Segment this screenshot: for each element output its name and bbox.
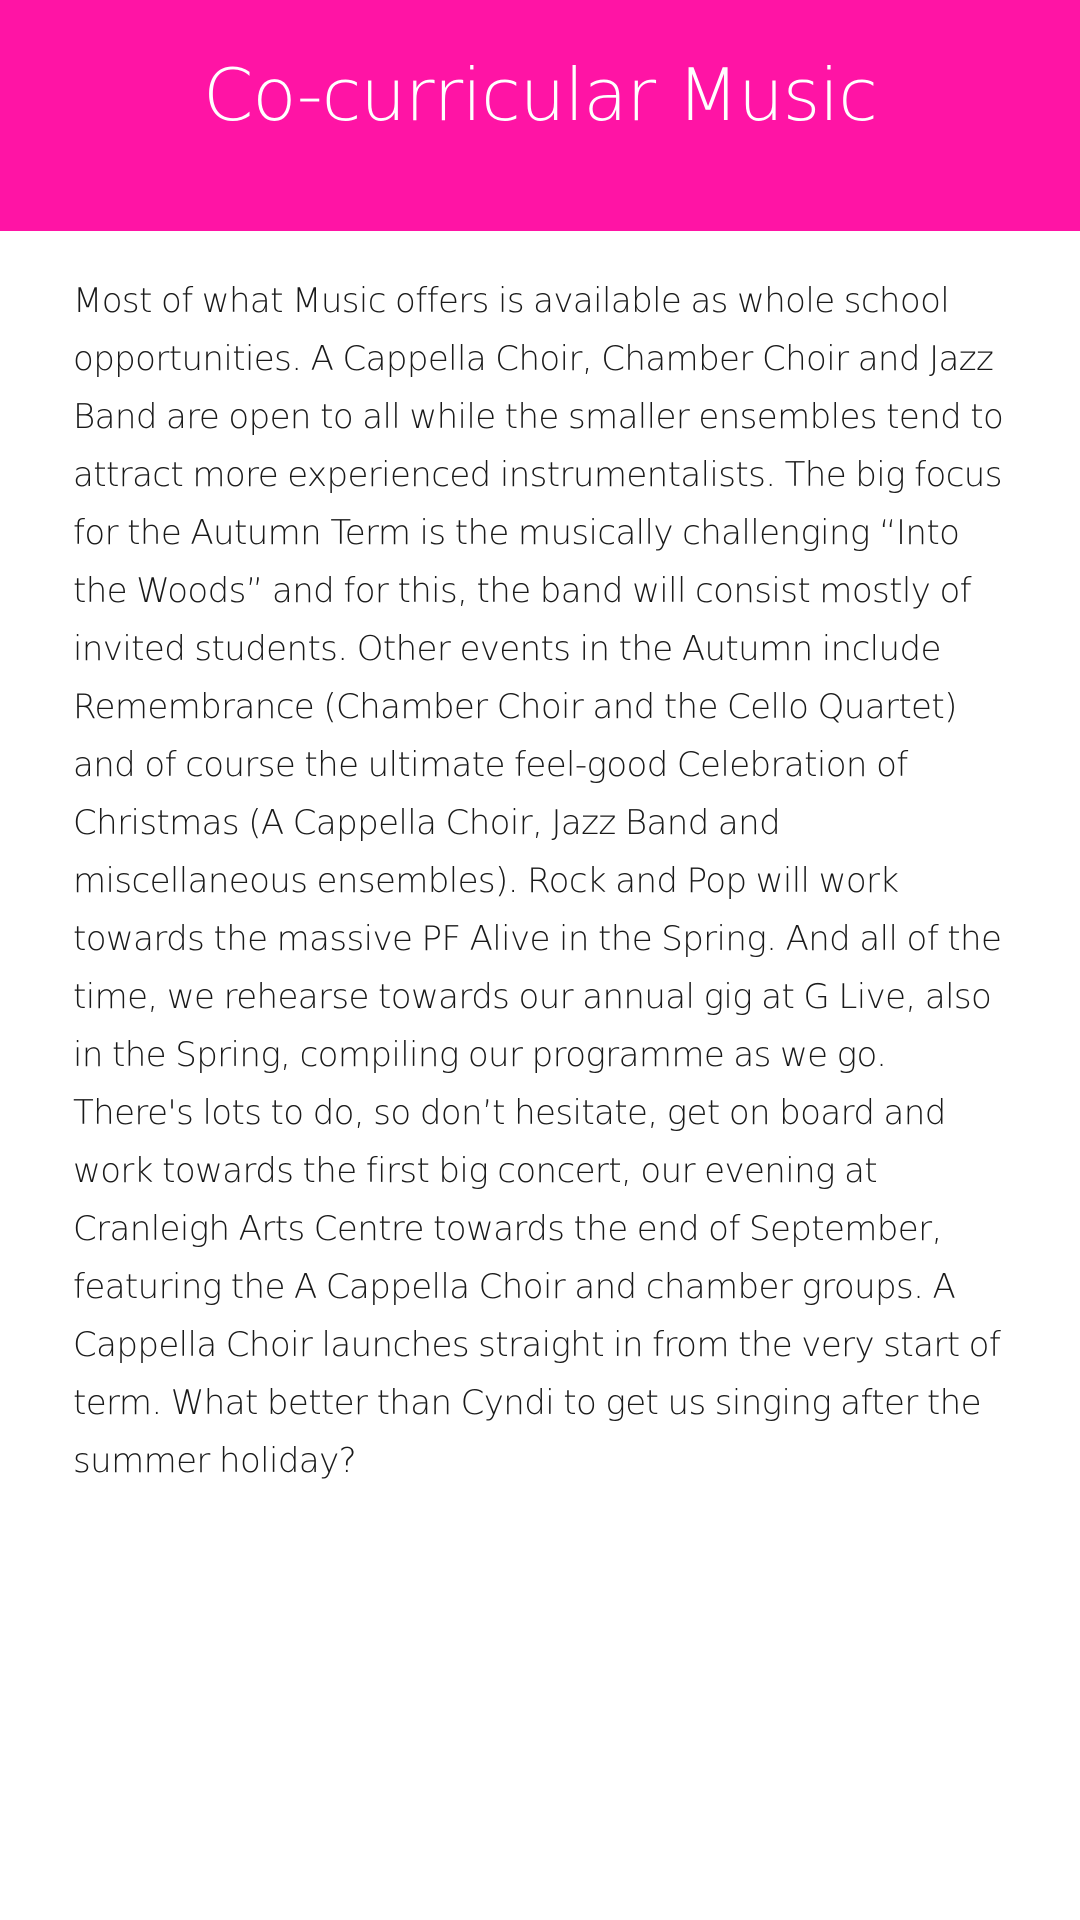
page-title: Co-curricular Music (203, 53, 877, 137)
body-paragraph: Most of what Music offers is available as whole school opportunities. A Cappella Choir, Chamber Choir and Jazz Band are open to all while the smaller ensembles tend to attract more experienced instrumentalists. The big focus for the Autumn Term is the musically challenging “Into the Woods” and for this, the band will consist mostly of invited students. Other events in the Autumn include Remembrance (Chamber Choir and the Cello Quartet) and of course the ultimate feel-good Celebration of Christmas (A Cappella Choir, Jazz Band and miscellaneous ensembles). Rock and Pop will work towards the massive PF Alive in the Spring. And all of the time, we rehearse towards our annual gig at G Live, also in the Spring, compiling our programme as we go. There's lots to do, so don’t hesitate, get on board and work towards the first big concert, our evening at Cranleigh Arts Centre towards the end of September, featuring the A Cappella Choir and chamber groups. A Cappella Choir launches straight in from the very start of term. What better than Cyndi to get us singing after the summer holiday? (73, 281, 1004, 1481)
header-banner (0, 0, 1080, 231)
